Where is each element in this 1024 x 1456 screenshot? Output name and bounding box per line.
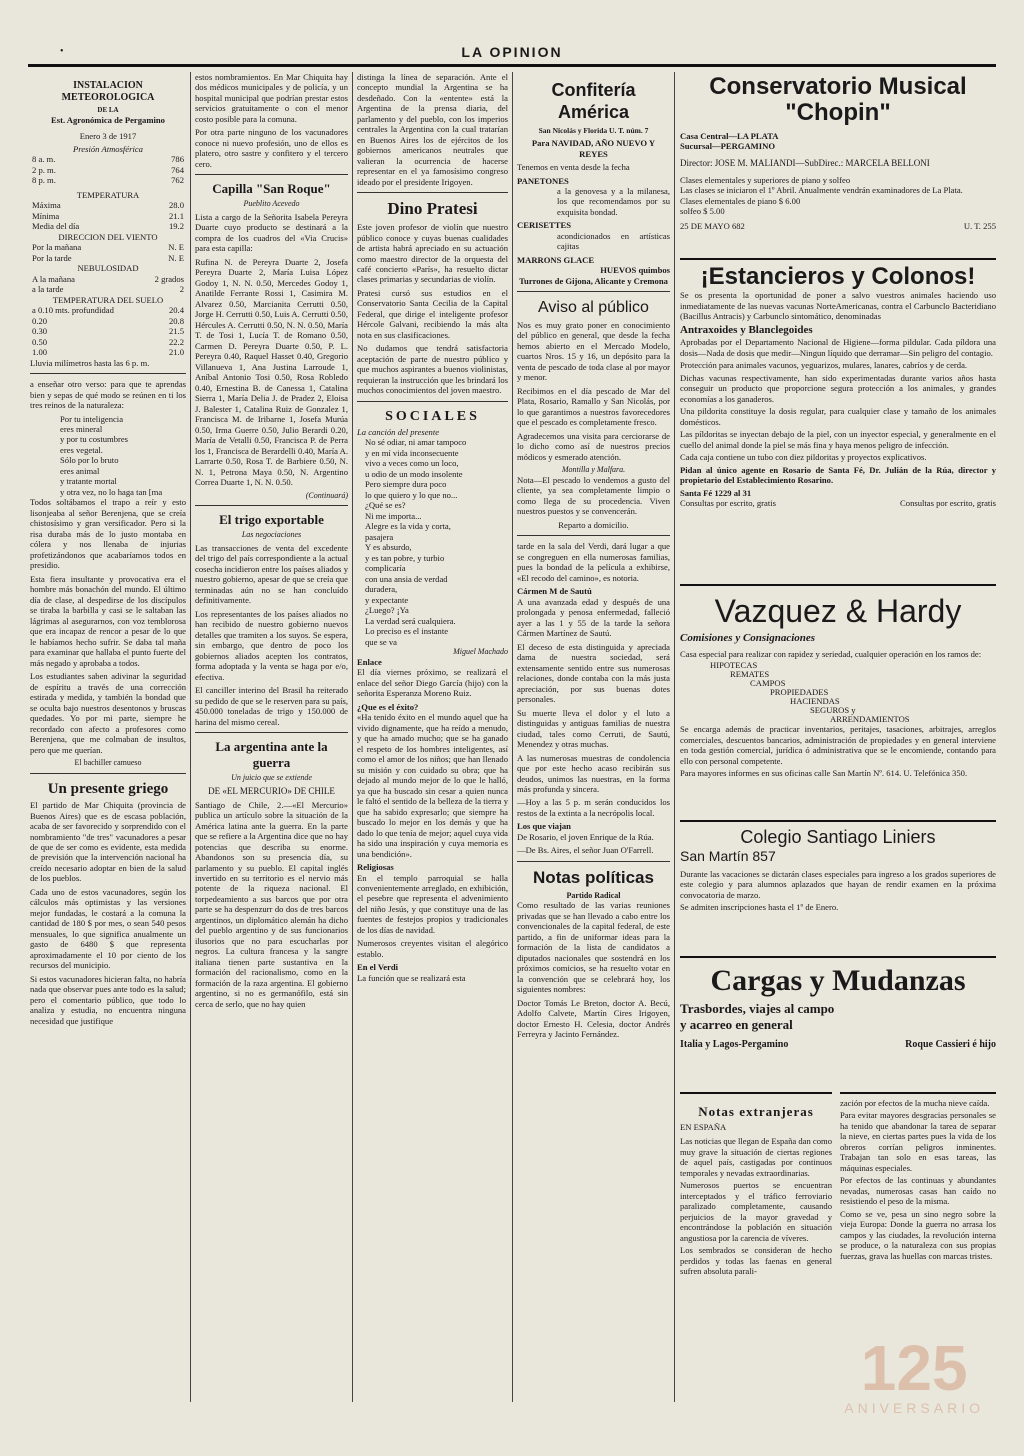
section-label: ¿Que es el éxito? bbox=[357, 701, 419, 712]
ad-line: Clases elementales de piano $ 6.00 bbox=[680, 195, 801, 206]
ad-paragraph: Dichas vacunas respectivamente, han sido experimentadas durante varios años hasta conseguir un producto que proporcione segura protección a los animales, y grandes economías a los ganaderos. bbox=[680, 372, 996, 404]
table-row bbox=[30, 242, 186, 252]
masthead bbox=[28, 44, 996, 67]
confiteria-address: San Nicolás y Florida U. T. núm. 7 bbox=[538, 125, 649, 135]
presion-table bbox=[30, 154, 186, 185]
poem-line: eres mineral bbox=[60, 423, 103, 434]
ad-paragraph: Se os presenta la oportunidad de poner a salvo vuestros animales haciendo uso inmediatamente de las nuevas vacunas NorteAmericanas, contra el Carbunclo Bacteridiano (Bacillus Antracis) y Carbunclo sintomático, denominadas bbox=[680, 290, 996, 322]
ad-paragraph: Protección para animales vacunos, yeguarizos, mulares, lanares, cabríos y de cerda. bbox=[680, 360, 968, 371]
table-row bbox=[30, 347, 186, 357]
met-date: Enero 3 de 1917 bbox=[79, 131, 137, 142]
article-paragraph: El deceso de esta distinguida y apreciada dama de nuestra sociedad, será extensamente sentido entre sus numerosas relaciones, donde contaba con la más justa apreciación, por sus buenas dotes personales. bbox=[517, 641, 670, 705]
article-paragraph: —De Bs. Aires, el señor Juan O'Farrell. bbox=[517, 845, 654, 856]
lluvia-line: Lluvia milímetros hasta las 6 p. m. bbox=[30, 357, 150, 368]
poem-line: Lo preciso es el instante bbox=[365, 626, 449, 637]
poem-block bbox=[30, 414, 186, 498]
article-paragraph: Para evitar mayores desgracias personales se ha tenido que abandonar la tarea de separar la nieve, en ciertas partes pues la vida de los obreros corrían peligros inminentes. Trabajan tan solo en esas tareas, las máquinas especiales. bbox=[840, 1110, 996, 1173]
poem-line: lo que quiero y lo que no... bbox=[365, 489, 458, 500]
ad-paragraph: Durante las vacaciones se dictarán clases especiales para ingreso a los grados superiores de este colegio y para alumnos aplazados que hayan de rendir examen en la próxima convocatoria de marzo. bbox=[680, 868, 996, 900]
divider bbox=[357, 192, 508, 193]
subheadline: EN ESPAÑA bbox=[680, 1121, 727, 1132]
ad-line: Consultas por escrito, gratis bbox=[900, 498, 996, 509]
ad-product: Antraxoides y Blanclegoides bbox=[680, 323, 813, 336]
subheadline: Las negociaciones bbox=[241, 530, 302, 540]
viento-title: DIRECCION DEL VIENTO bbox=[58, 231, 158, 242]
product-desc: acondicionados en artísticas cajitas bbox=[557, 230, 670, 252]
divider bbox=[195, 732, 348, 733]
table-row bbox=[30, 284, 186, 294]
watermark-text: ANIVERSARIO bbox=[844, 1400, 984, 1416]
divider bbox=[195, 505, 348, 506]
headline-sociales: SOCIALES bbox=[385, 408, 480, 424]
divider bbox=[30, 373, 186, 374]
table-row bbox=[30, 326, 186, 336]
article-paragraph: Los sembrados se consideran de hecho perdidos y todas las faenas en general sufren absoluta parali- bbox=[680, 1245, 832, 1277]
ad-line: Las clases se iniciaron el 1º Abril. Anualmente vendrán examinadores de La Plata. bbox=[680, 185, 963, 196]
ad-title: Cargas y Mudanzas bbox=[710, 964, 966, 997]
table-cell: Mínima bbox=[32, 210, 60, 221]
table-cell: 762 bbox=[171, 175, 184, 186]
article-paragraph: Este joven profesor de violín que nuestro público conoce y cuyas buenas cualidades de artista habrá apreciado en su actuación como maestro director de la orquesta del café concierto «París», ha resuelto dictar clases primarias y secundarias de violín. bbox=[357, 222, 508, 285]
column-4 bbox=[517, 72, 670, 1402]
poem-line: y expectante bbox=[365, 594, 409, 605]
article-paragraph: Las noticias que llegan de España dan como muy grave la situación de ciertas regiones de aquel país, castigadas por continuos temporales y nevadas extraordinarias. bbox=[680, 1136, 832, 1178]
table-cell: 20.4 bbox=[168, 305, 184, 316]
article-paragraph: «Ha tenido éxito en el mundo aquel que ha vivido dignamente, que ha reído a menudo, y que ha amado mucho; que se ha ganado el respeto de los hombres inteligentes, así como el amor de los niños; que han llenado su misión y con cuidado su obra; que ha dejado al mundo mejor de lo que le halló, ya que ha buscado sin cesar a quien nunca le faltó el sentido de la belleza de la tierra y que ha sabido expresarlo; que siempre ha buscado lo mejor en los demás y que ha dado lo que tenía de mejor; aquel cuya vida ha sido una inspiración y cuya memoria es una bendición». bbox=[357, 712, 508, 859]
ad-paragraph: Casa especial para realizar con rapidez y seriedad, cualquier operación en los ramos de: bbox=[680, 648, 982, 659]
poem-line: No sé odiar, ni amar tampoco bbox=[365, 437, 467, 448]
ad-title: Vazquez & Hardy bbox=[714, 593, 962, 629]
article-paragraph: Santiago de Chile, 2.—«El Mercurio» publica un artículo sobre la situación de la América latina ante la guerra. En la parte que se refiere a la Argentina dice que no hay potencias que describa su enorme. Abandonos son su presencia día, su parlamento y su pueblo. El capital inglés invertido en su territorio es el nervio más potente de la riqueza nacional. El torpedeamiento a sus barcos que por otra parte se ha despenzurr do dos de tres barcos argentinos, un diplomático alemán ha dicho del pueblo argentino y de sus funcionarios ilusorios que no para escucharlas por negros. La cultura francesa y la sangre italiana tienen parte sustantiva en la formación del racionalismo, como en la formación de la raza argentina. El gobierno argentino, si no es germanófilo, está sin cerca de serlo, que no hay quien bbox=[195, 799, 348, 1009]
headline-notas-politicas: Notas políticas bbox=[533, 867, 654, 887]
headline-capilla: Capilla "San Roque" bbox=[212, 181, 331, 197]
table-cell: 2 p. m. bbox=[32, 164, 56, 175]
table-cell: 2 grados bbox=[154, 273, 184, 284]
column-rule bbox=[674, 72, 675, 1402]
ad-vazquez-hardy bbox=[680, 584, 996, 824]
poem-line: eres animal bbox=[60, 465, 100, 476]
article-paragraph: El día viernes próximo, se realizará el enlace del señor Diego García (hijo) con la señorita Esperanza Moreno Ruiz. bbox=[357, 667, 508, 699]
ad-estancieros bbox=[680, 258, 996, 584]
section-label: Los que viajan bbox=[517, 821, 571, 832]
poem-line: y otra vez, no lo haga tan [ma bbox=[60, 486, 163, 497]
ad-phone: U. T. 255 bbox=[963, 220, 996, 231]
signature: Montilla y Malfara. bbox=[561, 465, 626, 475]
table-cell: 21.5 bbox=[168, 326, 184, 337]
subheadline: Pueblito Acevedo bbox=[243, 199, 300, 209]
temp-title: TEMPERATURA bbox=[76, 189, 140, 200]
article-paragraph: La función que se realizará esta bbox=[357, 972, 466, 983]
section-label: Religiosas bbox=[357, 862, 394, 873]
article-paragraph: Numerosos creyentes visitan el alegórico establo. bbox=[357, 938, 508, 959]
table-row bbox=[30, 305, 186, 315]
table-cell: N. E bbox=[168, 242, 184, 253]
table-row bbox=[30, 154, 186, 164]
article-paragraph: Como resultado de las varias reuniones privadas que se han llevado a cabo entre los convencionales de la capital federal, de este partido, a fin de uniformar ideas para la formación de la lista de candidatos a diputados nacionales que sostendrá en los próximos comicios, se ha resuelto votar en la convención que se celebrará hoy, los siguientes nombres: bbox=[517, 900, 670, 995]
divider bbox=[195, 174, 348, 175]
article-paragraph: Por otra parte ninguno de los vacunadores conoce ni nuevo profesión, uno de ellos es platero, otro sastre y confitero y el tercero cero. bbox=[195, 127, 348, 169]
nub-title: NEBULOSIDAD bbox=[77, 263, 139, 274]
table-row bbox=[30, 253, 186, 263]
poem-line: y es tan pobre, y turbio bbox=[365, 552, 445, 563]
divider bbox=[517, 291, 670, 292]
headline-presente-griego: Un presente griego bbox=[47, 780, 169, 797]
table-row bbox=[30, 316, 186, 326]
poem-line: ¿Luego? ¡Ya bbox=[365, 605, 409, 616]
table-cell: Por la mañana bbox=[32, 242, 82, 253]
suelo-title: TEMPERATURA DEL SUELO bbox=[52, 294, 164, 305]
poem-line: y por tu costumbres bbox=[60, 434, 129, 445]
article-paragraph: Como se ve, pesa un sino negro sobre la vieja Europa: Donde la guerra no arrasa los campos y las ciudades, la revolución interna se produce, o la naturaleza con sus propias fuerzas, grava las huellas con marcas tristes. bbox=[840, 1208, 996, 1261]
table-cell: Máxima bbox=[32, 200, 61, 211]
article-paragraph: Agradecemos una visita para cerciorarse de lo dicho como así de nuestros precios módicos y esmerado atención. bbox=[517, 430, 670, 462]
table-row bbox=[30, 337, 186, 347]
poem-line: duradera, bbox=[365, 584, 398, 595]
masthead-title: LA OPINION bbox=[461, 44, 563, 60]
column-rule bbox=[190, 72, 191, 1402]
article-paragraph: De Rosario, el joven Enrique de la Rúa. bbox=[517, 831, 654, 842]
list-item: REMATES bbox=[730, 669, 770, 680]
article-paragraph: estos nombramientos. En Mar Chiquita hay dos médicos municipales y de policía, y un hospital municipal que podrían prestar estos servicios gratuitamente o con el menor costo posible para la comuna. bbox=[195, 72, 348, 124]
poem-block bbox=[357, 437, 508, 647]
table-cell: Media del día bbox=[32, 221, 80, 232]
ad-cargas bbox=[680, 956, 996, 1094]
ad-line: solfeo $ 5.00 bbox=[680, 206, 725, 217]
ad-footer bbox=[680, 1039, 996, 1051]
product-name: MARRONS GLACE bbox=[517, 254, 595, 265]
suelo-table bbox=[30, 305, 186, 357]
temp-table bbox=[30, 200, 186, 231]
article-extranjeras-1 bbox=[680, 1092, 832, 1398]
article-paragraph: Pratesi cursó sus estudios en el Conservatorio Santa Cecilia de la Capital Federal, que dirige el inteligente profesor Hércole Galvani, recibiendo la más alta nota en sus clasificaciones. bbox=[357, 287, 508, 340]
ad-paragraph: Se encarga además de practicar inventarios, peritajes, tasaciones, arbitrajes, arreglos comerciales, descuentos bancarios, administración de propiedades y en general interviene en toda gestión comercial, jurídica ó administrativa que se le encomiende, contando para ello con personal competente. bbox=[680, 724, 996, 766]
table-cell: 0.50 bbox=[32, 336, 48, 347]
table-cell: 21.0 bbox=[168, 347, 184, 358]
list-item: SEGUROS y bbox=[810, 705, 856, 716]
product-desc: a la genovesa y a la milanesa, los que recomendamos por su exquisita bondad. bbox=[557, 185, 670, 217]
article-paragraph: Las transacciones de venta del excedente del trigo del país correspondiente a la actual cosecha incidieron entre los países aliados y nuestro gobierno, apesar de que se creía que terminadas aún no se han concluído definitivamente. bbox=[195, 542, 348, 606]
ad-address: Italia y Lagos-Pergamino bbox=[680, 1038, 789, 1050]
ad-address: 25 DE MAYO 682 bbox=[680, 220, 745, 231]
poem-line: y en mí vida inconsecuente bbox=[365, 447, 459, 458]
section-label: Enlace bbox=[357, 656, 382, 667]
product-name: Turrones de Gijona, Alicante y Cremona bbox=[519, 275, 668, 286]
divider bbox=[517, 861, 670, 862]
poem-line: La verdad será cualquiera. bbox=[365, 615, 456, 626]
ad-chopin bbox=[680, 74, 996, 254]
bullet-mark: • bbox=[60, 46, 64, 57]
article-paragraph: Doctor Tomás Le Breton, doctor A. Becú, Adolfo Calvete, Martín Cires Irigoyen, doctor Ernesto H. Celesia, doctor Andrés Ferreyra y Jacinto Fernández. bbox=[517, 997, 670, 1040]
table-cell: a la tarde bbox=[32, 284, 64, 295]
article-paragraph: Por efectos de las continuas y abundantes nevadas, numerosas casas han caído no resistiendo el peso de la misma. bbox=[840, 1175, 996, 1207]
poem-line: Pero siempre dura poco bbox=[365, 479, 447, 490]
poem-line: Ni me importa... bbox=[365, 510, 422, 521]
poem-line: Y es absurdo, bbox=[365, 542, 412, 553]
column-3 bbox=[357, 72, 508, 1402]
continued-note: (Continuará) bbox=[305, 490, 348, 500]
ad-line: y acarreo en general bbox=[680, 1016, 793, 1032]
ad-line: Casa Central—LA PLATA bbox=[680, 130, 779, 141]
poem-line: u odio de un modo insolente bbox=[365, 468, 463, 479]
met-sub2: Est. Agronómica de Pergamino bbox=[51, 114, 165, 125]
ad-line: Clases elementales y superiores de piano y solfeo bbox=[680, 174, 851, 185]
table-cell: 22.2 bbox=[168, 336, 184, 347]
article-paragraph: tarde en la sala del Verdi, dará lugar a que se congreguen en ella numerosas familias, pues la bondad de la película a exhibirse, «El recodo del camino», es notoria. bbox=[517, 541, 670, 583]
column-rule bbox=[352, 72, 353, 1402]
article-paragraph: Reparto a domicilio. bbox=[558, 519, 629, 530]
article-paragraph: El canciller interino del Brasil ha reiterado su pedido de que se le reserven para su país, 450.000 toneladas de trigo y 150.000 de harina del mismo cereal. bbox=[195, 685, 348, 727]
ad-title: Conservatorio Musical "Chopin" bbox=[709, 74, 967, 127]
poem-line: Alegre es la vida y corta, bbox=[365, 521, 451, 532]
anniversary-watermark bbox=[844, 1332, 984, 1416]
table-cell: 2 bbox=[179, 284, 184, 295]
poem-line: ¿Qué se es? bbox=[365, 500, 406, 511]
column-1 bbox=[30, 72, 186, 1402]
divider bbox=[517, 535, 670, 536]
ad-title: Colegio Santiago Liniers bbox=[740, 827, 936, 847]
ad-paragraph: Aprobadas por el Departamento Nacional de Higiene—forma pildular. Cada píldora una dosis—Nada de dosis que medir—Ningun líquido que derramar—Sin peligro del contagio. bbox=[680, 337, 996, 358]
list-item: ARRENDAMIENTOS bbox=[830, 714, 910, 725]
product-name: PANETONES bbox=[517, 175, 569, 186]
table-row bbox=[30, 274, 186, 284]
article-paragraph: Recibimos en el día pescado de Mar del Plata, Rosario, Ramallo y San Nicolás, por lo que garantimos a nuestros favorecedores que el pescado es completamente fresco. bbox=[517, 385, 670, 428]
ad-paragraph: Para mayores informes en sus oficinas calle San Martín Nº. 614. U. Telefónica 350. bbox=[680, 768, 968, 779]
poem-line: complicaría bbox=[365, 563, 406, 574]
poem-line: vivo a veces como un loco, bbox=[365, 458, 459, 469]
signature: El bachiller camueso bbox=[74, 758, 142, 767]
poem-line: y tratante mortal bbox=[60, 476, 117, 487]
list-item: HIPOTECAS bbox=[710, 660, 758, 671]
table-cell: 21.1 bbox=[168, 210, 184, 221]
ad-owner: Roque Cassieri é hijo bbox=[905, 1038, 996, 1050]
product-name: HUEVOS quimbos bbox=[600, 265, 670, 276]
poem-signature: Miguel Machado bbox=[453, 647, 508, 657]
divider bbox=[30, 773, 186, 774]
ad-colegio bbox=[680, 820, 996, 958]
poem-line: que se va bbox=[365, 636, 397, 647]
article-paragraph: En el templo parroquial se halla convenientemente arreglado, en exhibición, el pesebre que representa el advenimiento del niño Jesús, y que constituye una de las fuentes de festejos propios y tradicionales de los días de navidad. bbox=[357, 872, 508, 935]
article-paragraph: Rufina N. de Pereyra Duarte 2, Josefa Pereyra Duarte 2, María Luisa López Godoy 1, N. N. 0.50, Mercedes Godoy 1, Anatilde Ferrante Rossi 1, Casimira M. Alvarez 0.50, Marcianita Cerrutti 0.50, Jorge H. Cerrutti 0.50, Luis A. Cerrutti 0.50, Hércules A. Cerrutti 0.50, N. N. 0.50, María T. de Tosi 1, Lucía T. de Romano 0.50, Carmen D. Pereyra Duarte 0.50, P. L. Pereyra 0.40, Raquel Hasset 0.40, Gregorio Villanueva 1, Ana Justina Larroude 1, Aníbal Antonio Tosi 0.50, Rosa Robledo 0.40, Ernestina B. de Canessa 1, Catalina Sierra 1, María Delia J. de Pradez 2, Eloisa J. Balester 1, Catalina Ruiz de Gonzalez 1, Francisca M. de Iribarne 1, Josefa Murúa 0.50, Irma Guerre 0.50, Julio Berardi 0.20, María de Vetalli 0.50, Francisca P. de Perra los 1, Francisca de Berardelli 0.40, María A. Larrarte 0.50, Rosa T. de Barbiere 0.50, N. N. 1, Petrona Maya 0.50, N. Argentino Correa Duarte 1, N. N. 0.50. bbox=[195, 256, 348, 488]
table-cell: 1.00 bbox=[32, 347, 48, 358]
table-cell: 0.30 bbox=[32, 326, 48, 337]
table-row bbox=[30, 211, 186, 221]
article-paragraph: No dudamos que tendrá satisfactoria aceptación de parte de nuestro público y que muchos aspirantes a buenos violinistas, requieran la instrucción que les brindará los muchos conocimientos del joven maestro. bbox=[357, 343, 508, 396]
ad-line: Trasbordes, viajes al campo bbox=[680, 1001, 835, 1016]
list-item: CAMPOS bbox=[750, 678, 786, 689]
article-paragraph: Esta fiera insultante y provocativa era el hombre más bonachón del mundo. El último día de clase, al despedirse de los discípulos se tiraba la barbilla y casi se le saltaban las lágrimas al asegurarnos, con voz temblorosa que era incapaz de rencor a pesar de lo que le habíamos hecho sufrir. Se daba tal maña para examinar que hallaba el punto fuerte del más negado y aprobaba a todos. bbox=[30, 573, 186, 668]
met-title: INSTALACION METEOROLOGICA bbox=[61, 80, 155, 104]
article-paragraph: A las numerosas muestras de condolencia que por este hecho acaso recibirán sus deudos, unimos las nuestras, en la forma más profunda y sincera. bbox=[517, 752, 670, 794]
poem-title: La canción del presente bbox=[357, 426, 440, 437]
list-item: HACIENDAS bbox=[790, 696, 840, 707]
section-label: Cármen M de Sautú bbox=[517, 586, 592, 597]
table-cell: 764 bbox=[171, 164, 184, 175]
table-cell: 8 p. m. bbox=[32, 175, 56, 186]
article-paragraph: —Hoy a las 5 p. m serán conducidos los restos de la extinta a la necrópolis local. bbox=[517, 797, 670, 818]
article-paragraph: Los representantes de los países aliados no han recibido de nuestro gobierno nuevos detalles que tramiten a los suyos. Se espera, sin embargo, que dentro de poco los gobiernos aliados acepten los contratos, forma adoptada y la venta se haga por e/o, efectiva. bbox=[195, 608, 348, 682]
product-name: CERISETTES bbox=[517, 220, 571, 231]
table-row bbox=[30, 221, 186, 231]
article-paragraph: A una avanzada edad y después de una prolongada y penosa enfermedad, falleció ayer a las 1 y 55 de la tarde la señora Cármen Martínez de Sautú. bbox=[517, 596, 670, 639]
table-cell: 8 a. m. bbox=[32, 154, 56, 165]
ad-line: Sucursal—PERGAMINO bbox=[680, 141, 776, 152]
article-paragraph: Tenemos en venta desde la fecha bbox=[517, 162, 630, 173]
ad-footer bbox=[680, 221, 996, 231]
article-paragraph: Su muerte lleva el dolor y el luto a distinguidas y antiguas familias de nuestra ciudad, tales como Cerruti, de Sautú, Menendez y otras muchas. bbox=[517, 707, 670, 750]
ad-paragraph: Pidan al único agente en Rosario de Santa Fé, Dr. Julián de la Rúa, director y propietario del Establecimiento Rosarino. bbox=[680, 464, 996, 486]
article-paragraph: Nos es muy grato poner en conocimiento del público en general, que desde la fecha hemos abierto en el Mercado Modelo, cuartos Nros. 15 y 16, un depósito para la venta de pescado de toda clase al por mayor y menor. bbox=[517, 319, 670, 383]
headline-dino-pratesi: Dino Pratesi bbox=[387, 199, 478, 219]
ad-paragraph: Cada caja contiene un tubo con diez pildoritas y proyectos explicativos. bbox=[680, 452, 927, 463]
table-row bbox=[30, 200, 186, 210]
article-paragraph: Numerosos puertos se encuentran interceptados y el tráfico ferroviario paralizado completamente, causando perjuicios de la mayor gravedad y encontrándose la población en situación angustiosa por la carencia de víveres. bbox=[680, 1180, 832, 1243]
poem-line: pasajera bbox=[365, 531, 394, 542]
ad-title: ¡Estancieros y Colonos! bbox=[700, 263, 976, 290]
ad-list bbox=[680, 661, 996, 724]
watermark-number: 125 bbox=[860, 1332, 968, 1404]
table-cell: 19.2 bbox=[168, 221, 184, 232]
headline-notas-extranjeras: Notas extranjeras bbox=[698, 1104, 814, 1119]
table-cell: A la mañana bbox=[32, 273, 75, 284]
column-rule bbox=[512, 72, 513, 1402]
article-paragraph: El partido de Mar Chiquita (provincia de Buenos Aires) que es de escasa población, acaba de ser favorecido y sorprendido con el nombramiento "de tres" vacunadores a pesar de que de ser como es evidente, esta medida de previsión que la intervención nacional ha creído necesario adoptar en bien de la salud de los pueblos. bbox=[30, 800, 186, 884]
poem-line: eres vegetal. bbox=[60, 444, 103, 455]
divider bbox=[357, 401, 508, 402]
subheadline: Un juicio que se extiende bbox=[231, 772, 312, 782]
table-cell: N. E bbox=[168, 252, 184, 263]
subheadline: Partido Radical bbox=[566, 890, 621, 900]
ad-paragraph: Se admiten inscripciones hasta el 1º de Enero. bbox=[680, 902, 839, 913]
table-cell: 28.0 bbox=[168, 200, 184, 211]
confiteria-sub: Para NAVIDAD, AÑO NUEVO Y REYES bbox=[531, 138, 656, 159]
article-paragraph: Todos soltábamos el trapo a reír y esto lisonjeaba al señor Berenjena, que se creía chistosísimo y gran versificador. Pero si la risa duraba más de lo justo montaba en cólera y nos llenaba de injurias profetizándonos que acabaríamos todos en presidio. bbox=[30, 497, 186, 571]
article-paragraph: a enseñar otro verso: para que te aprendas bien y sepas de qué modo se reúnen en ti los tres reinos de la naturaleza: bbox=[30, 379, 186, 411]
ad-address: San Martín 857 bbox=[680, 847, 776, 864]
table-cell: a 0.10 mts. profundidad bbox=[32, 305, 114, 316]
table-cell: 786 bbox=[171, 154, 184, 165]
nub-table bbox=[30, 274, 186, 295]
article-paragraph: Los estudiantes saben adivinar la seguridad de espíritu a través de una corrección estirada y medida, y también la bondad que se oculta bajo nuestros desentonos y bruscas quedades. Yo por mi parte, siempre he recordado con afecto a profesores como Berenjena, que me colmaban de insultos, pero que me querían. bbox=[30, 671, 186, 755]
headline-aviso: Aviso al público bbox=[538, 299, 649, 317]
poem-line: Sólo por lo bruto bbox=[60, 455, 119, 466]
ad-address: Santa Fé 1229 al 31 bbox=[680, 487, 752, 498]
subheadline: DE «EL MERCURIO» DE CHILE bbox=[208, 785, 335, 796]
poem-line: Por tu inteligencia bbox=[60, 413, 124, 424]
article-paragraph: Si estos vacunadores hicieran falta, no habría nada que observar pues ante todo es la salud; pero el comentario público, que todo lo analiza y estudia, no encuentra ninguna necesidad que justifique bbox=[30, 973, 186, 1026]
headline-trigo: El trigo exportable bbox=[219, 512, 324, 528]
viento-table bbox=[30, 242, 186, 263]
article-paragraph: Cada uno de estos vacunadores, según los cálculos más optimistas y las versiones mejor fundadas, le costará a la comuna la cantidad de 180 $ por mes, o sean 540 pesos mensuales, lo que significa anualmente un gasto de 6480 $ que representa aproximadamente el 10 por ciento de los recursos del municipio. bbox=[30, 886, 186, 971]
article-paragraph: zación por efectos de la mucha nieve caída. bbox=[840, 1098, 990, 1108]
column-2 bbox=[195, 72, 348, 1402]
table-cell: 0.20 bbox=[32, 315, 48, 326]
table-cell: Por la tarde bbox=[32, 252, 72, 263]
presion-title: Presión Atmosférica bbox=[73, 143, 143, 154]
article-paragraph: Nota—El pescado lo vendemos a gusto del cliente, ya sea completamente limpio o como llega de su procedencia. Viven nuestros puestos y se convencerán. bbox=[517, 474, 670, 517]
poem-line: con una ansia de verdad bbox=[365, 573, 448, 584]
ad-footer bbox=[680, 498, 996, 508]
table-row bbox=[30, 165, 186, 175]
article-paragraph: distinga la línea de separación. Ante el concepto mundial la Argentina se ha desdeñado. Con la «entente» está la Argentina de la prensa diaria, del parlamento y del pueblo, con los imperios centrales la Argentina con la cual tratarían en Buenos Aires los de ejércitos de los gobiernos americanos neutrales que valieran la ocurrencia de hacerse representar en el ya famosísimo congreso ideado por el presidente Irigoyen. bbox=[357, 72, 508, 187]
met-sub1: DE LA bbox=[97, 106, 119, 115]
ad-line: Consultas por escrito, gratis bbox=[680, 498, 776, 509]
headline-guerra: La argentina ante la guerra bbox=[215, 739, 328, 771]
section-label: En el Verdi bbox=[357, 962, 399, 973]
table-cell: 20.8 bbox=[168, 315, 184, 326]
article-paragraph: Lista a cargo de la Señorita Isabela Pereyra Duarte cuyo producto se destinará a la compra de los cuadros del «Via Crucis» para esta capilla: bbox=[195, 211, 348, 254]
ad-subtitle: Comisiones y Consignaciones bbox=[680, 632, 816, 645]
ad-line: Director: JOSE M. MALIANDI—SubDirec.: MARCELA BELLONI bbox=[680, 157, 930, 168]
ad-paragraph: Una pildorita constituye la dosis regular, para cualquier clase y tamaño de los animales domésticos. bbox=[680, 406, 996, 427]
list-item: PROPIEDADES bbox=[770, 687, 829, 698]
ad-paragraph: Las píldoritas se inyectan debajo de la piel, con un inyector especial, y generalmente en el cuello del animal donde la piel se más fina y haya menos peligro de infección. bbox=[680, 429, 996, 450]
table-row bbox=[30, 175, 186, 185]
headline-confiteria: Confitería América bbox=[551, 80, 636, 122]
